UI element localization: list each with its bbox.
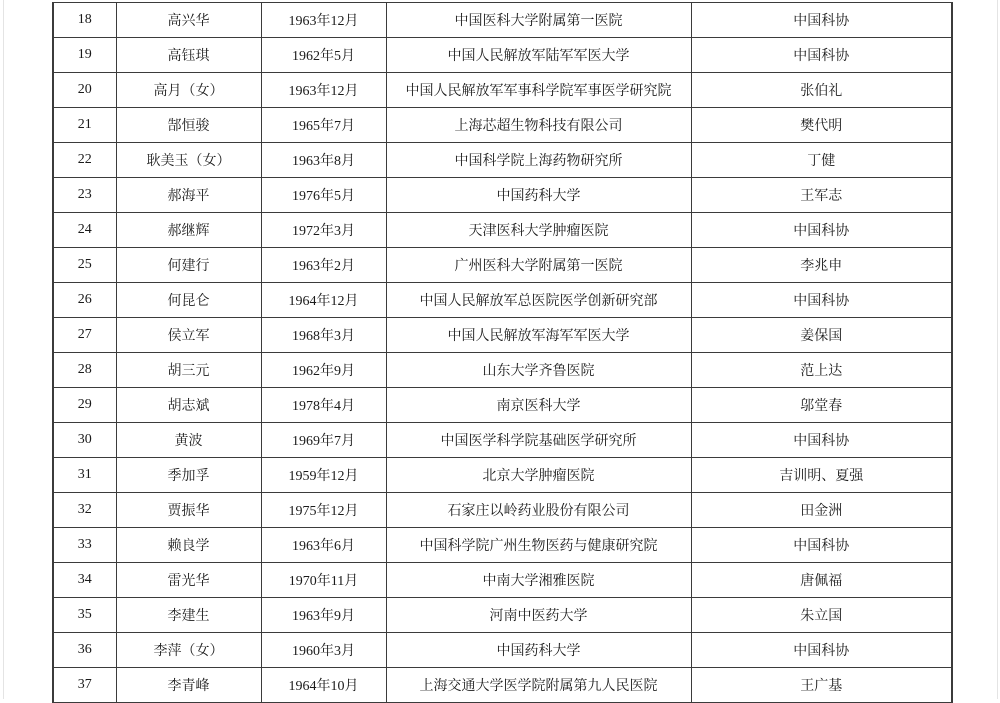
table-row [53, 668, 952, 703]
institution-cell: 天津医科大学肿瘤医院 [386, 213, 691, 248]
birth-date-cell: 1959年12月 [261, 458, 386, 493]
recommender-cell: 李兆申 [691, 248, 952, 283]
table-row [53, 318, 952, 353]
table-row [53, 458, 952, 493]
table-row [53, 38, 952, 73]
birth-date-cell: 1963年2月 [261, 248, 386, 283]
recommender-cell: 邬堂春 [691, 388, 952, 423]
name-cell: 高钰琪 [116, 38, 261, 73]
institution-cell: 中国科学院广州生物医药与健康研究院 [386, 528, 691, 563]
institution-cell: 上海交通大学医学院附属第九人民医院 [386, 668, 691, 703]
institution-cell: 河南中医药大学 [386, 598, 691, 633]
row-number-cell: 28 [53, 353, 116, 388]
name-cell: 贾振华 [116, 493, 261, 528]
recommender-cell: 王广基 [691, 668, 952, 703]
table-row [53, 73, 952, 108]
birth-date-cell: 1960年3月 [261, 633, 386, 668]
birth-date-cell: 1969年7月 [261, 423, 386, 458]
birth-date-cell: 1963年12月 [261, 73, 386, 108]
birth-date-cell: 1963年12月 [261, 3, 386, 38]
birth-date-cell: 1970年11月 [261, 563, 386, 598]
institution-cell: 中国科学院上海药物研究所 [386, 143, 691, 178]
name-cell: 何建行 [116, 248, 261, 283]
recommender-cell: 田金洲 [691, 493, 952, 528]
table-row [53, 248, 952, 283]
recommender-cell: 吉训明、夏强 [691, 458, 952, 493]
row-number-cell: 36 [53, 633, 116, 668]
birth-date-cell: 1963年8月 [261, 143, 386, 178]
name-cell: 赖良学 [116, 528, 261, 563]
row-number-cell: 20 [53, 73, 116, 108]
row-number-cell: 26 [53, 283, 116, 318]
table-row [53, 598, 952, 633]
name-cell: 郝海平 [116, 178, 261, 213]
row-number-cell: 19 [53, 38, 116, 73]
page-right-edge-line [997, 0, 998, 699]
birth-date-cell: 1978年4月 [261, 388, 386, 423]
name-cell: 李萍（女） [116, 633, 261, 668]
birth-date-cell: 1975年12月 [261, 493, 386, 528]
birth-date-cell: 1964年10月 [261, 668, 386, 703]
name-cell: 季加孚 [116, 458, 261, 493]
name-cell: 高月（女） [116, 73, 261, 108]
birth-date-cell: 1963年6月 [261, 528, 386, 563]
recommender-cell: 中国科协 [691, 423, 952, 458]
name-cell: 高兴华 [116, 3, 261, 38]
row-number-cell: 27 [53, 318, 116, 353]
birth-date-cell: 1965年7月 [261, 108, 386, 143]
row-number-cell: 29 [53, 388, 116, 423]
row-number-cell: 33 [53, 528, 116, 563]
table-row [53, 493, 952, 528]
name-cell: 郜恒骏 [116, 108, 261, 143]
institution-cell: 中国医科大学附属第一医院 [386, 3, 691, 38]
name-cell: 黄波 [116, 423, 261, 458]
institution-cell: 石家庄以岭药业股份有限公司 [386, 493, 691, 528]
name-cell: 侯立军 [116, 318, 261, 353]
recommender-cell: 姜保国 [691, 318, 952, 353]
row-number-cell: 35 [53, 598, 116, 633]
name-cell: 郝继辉 [116, 213, 261, 248]
birth-date-cell: 1963年9月 [261, 598, 386, 633]
table-row [53, 283, 952, 318]
institution-cell: 中国人民解放军陆军军医大学 [386, 38, 691, 73]
birth-date-cell: 1968年3月 [261, 318, 386, 353]
institution-cell: 中南大学湘雅医院 [386, 563, 691, 598]
institution-cell: 中国人民解放军军事科学院军事医学研究院 [386, 73, 691, 108]
table-row [53, 178, 952, 213]
table-body [53, 3, 952, 703]
name-cell: 耿美玉（女） [116, 143, 261, 178]
name-cell: 何昆仑 [116, 283, 261, 318]
name-cell: 李青峰 [116, 668, 261, 703]
row-number-cell: 21 [53, 108, 116, 143]
recommender-cell: 中国科协 [691, 213, 952, 248]
row-number-cell: 25 [53, 248, 116, 283]
table-row [53, 213, 952, 248]
table-row [53, 528, 952, 563]
page-left-edge-line [3, 0, 4, 699]
institution-cell: 中国人民解放军总医院医学创新研究部 [386, 283, 691, 318]
birth-date-cell: 1962年9月 [261, 353, 386, 388]
birth-date-cell: 1962年5月 [261, 38, 386, 73]
row-number-cell: 18 [53, 3, 116, 38]
row-number-cell: 24 [53, 213, 116, 248]
name-cell: 李建生 [116, 598, 261, 633]
row-number-cell: 23 [53, 178, 116, 213]
recommender-cell: 唐佩福 [691, 563, 952, 598]
table-row [53, 423, 952, 458]
recommender-cell: 朱立国 [691, 598, 952, 633]
recommender-cell: 中国科协 [691, 528, 952, 563]
row-number-cell: 31 [53, 458, 116, 493]
recommender-cell: 樊代明 [691, 108, 952, 143]
institution-cell: 北京大学肿瘤医院 [386, 458, 691, 493]
institution-cell: 山东大学齐鲁医院 [386, 353, 691, 388]
row-number-cell: 22 [53, 143, 116, 178]
recommender-cell: 张伯礼 [691, 73, 952, 108]
table-row [53, 353, 952, 388]
name-cell: 胡三元 [116, 353, 261, 388]
institution-cell: 南京医科大学 [386, 388, 691, 423]
table-row [53, 108, 952, 143]
name-cell: 雷光华 [116, 563, 261, 598]
institution-cell: 上海芯超生物科技有限公司 [386, 108, 691, 143]
candidates-table [52, 2, 953, 703]
institution-cell: 广州医科大学附属第一医院 [386, 248, 691, 283]
institution-cell: 中国药科大学 [386, 178, 691, 213]
recommender-cell: 中国科协 [691, 633, 952, 668]
birth-date-cell: 1972年3月 [261, 213, 386, 248]
birth-date-cell: 1976年5月 [261, 178, 386, 213]
institution-cell: 中国医学科学院基础医学研究所 [386, 423, 691, 458]
table-row [53, 3, 952, 38]
recommender-cell: 丁健 [691, 143, 952, 178]
recommender-cell: 范上达 [691, 353, 952, 388]
name-cell: 胡志斌 [116, 388, 261, 423]
recommender-cell: 中国科协 [691, 283, 952, 318]
table-row [53, 388, 952, 423]
institution-cell: 中国药科大学 [386, 633, 691, 668]
recommender-cell: 中国科协 [691, 3, 952, 38]
recommender-cell: 中国科协 [691, 38, 952, 73]
recommender-cell: 王军志 [691, 178, 952, 213]
row-number-cell: 37 [53, 668, 116, 703]
institution-cell: 中国人民解放军海军军医大学 [386, 318, 691, 353]
birth-date-cell: 1964年12月 [261, 283, 386, 318]
row-number-cell: 34 [53, 563, 116, 598]
row-number-cell: 32 [53, 493, 116, 528]
table-row [53, 633, 952, 668]
table-row [53, 563, 952, 598]
table-row [53, 143, 952, 178]
row-number-cell: 30 [53, 423, 116, 458]
